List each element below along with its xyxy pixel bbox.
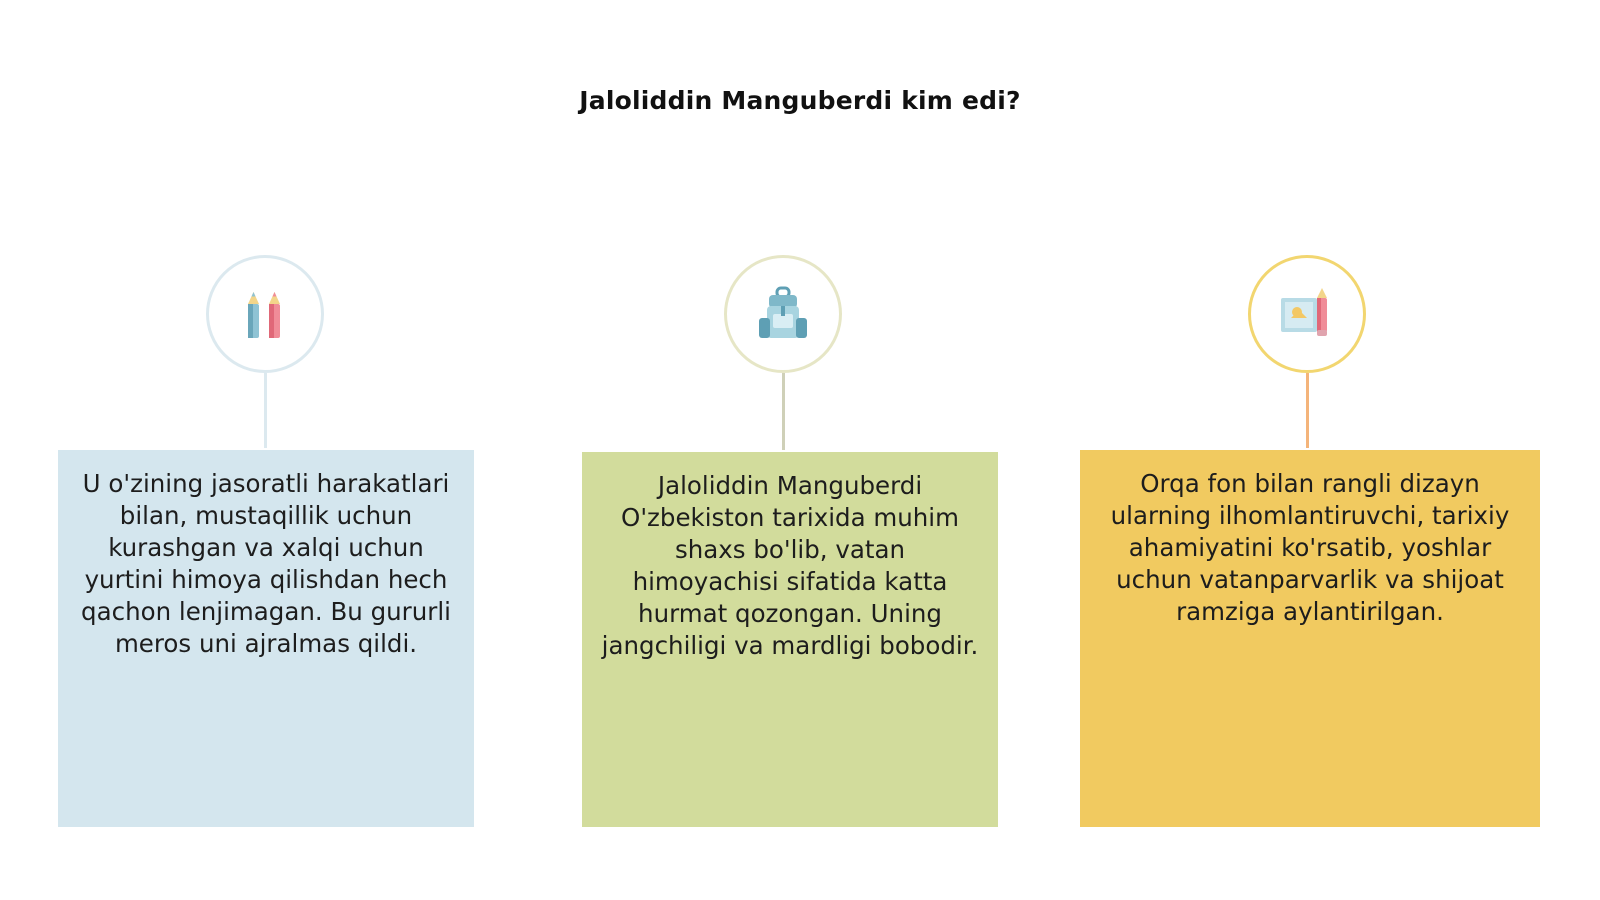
icon-circle-2 [724, 255, 842, 373]
card-text-2: Jaloliddin Manguberdi O'zbekiston tarixida muhim shaxs bo'lib, vatan himoyachisi sifatida katta hurmat qozongan. Uning jangchiligi va mardligi bobodir. [601, 471, 979, 660]
info-card-2 [582, 452, 998, 827]
slide-title: Jaloliddin Manguberdi kim edi? [579, 86, 1021, 115]
info-card-3 [1080, 450, 1540, 827]
card-text-3: Orqa fon bilan rangli dizayn ularning ilhomlantiruvchi, tarixiy ahamiyatini ko'rsatib, yoshlar uchun vatanparvarlik va shijoat ramziga aylantirilgan. [1110, 469, 1510, 626]
connector-line-3 [1306, 373, 1309, 448]
info-card-1 [58, 450, 474, 827]
icon-circle-1 [206, 255, 324, 373]
backpack-icon [753, 284, 813, 344]
drawing-board-icon [1277, 284, 1337, 344]
card-text-1: U o'zining jasoratli harakatlari bilan, mustaqillik uchun kurashgan va xalqi uchun yurtini himoya qilishdan hech qachon lenjimagan. Bu gururli meros uni ajralmas qildi. [81, 469, 451, 658]
pencils-icon [235, 284, 295, 344]
icon-circle-3 [1248, 255, 1366, 373]
connector-line-1 [264, 373, 267, 448]
connector-line-2 [782, 373, 785, 450]
